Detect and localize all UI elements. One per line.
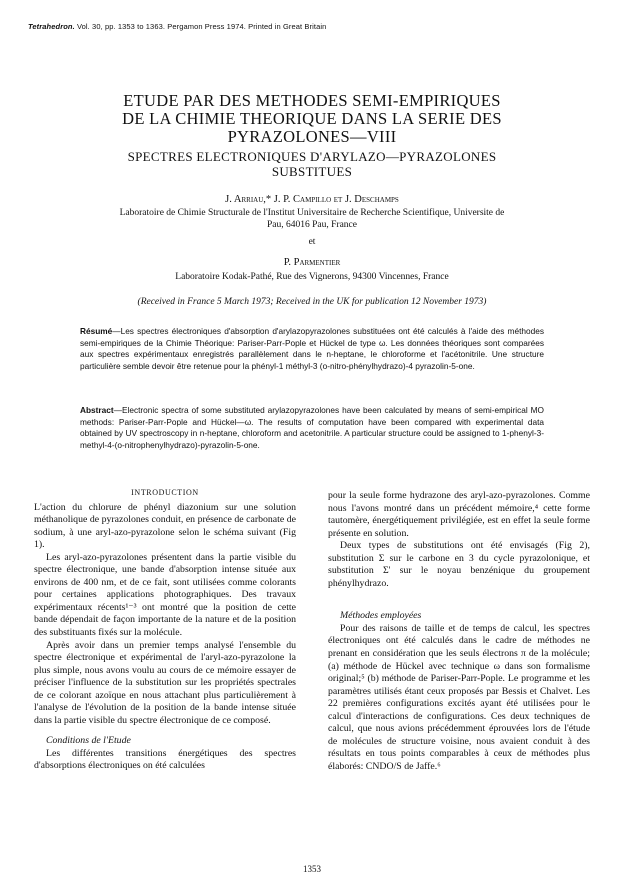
affiliation-primary	[40, 207, 584, 231]
intro-paragraph-1: L'action du chlorure de phényl diazonium sur une solution méthanolique de pyrazolones conduit, en présence de carbonate de sodium, à une aryl-azo-pyrazolone selon le schéma suivant (Fig 1).	[34, 501, 296, 551]
methods-paragraph: Pour des raisons de taille et de temps de calcul, les spectres électroniques ont été calculés dans le cadre de méthodes ne prenant en considération que les seuls électrons π de la molécule; (a) méthode de Hückel avec technique ω dans son formalisme original;⁵ (b) méthode de Pariser-Parr-Pople. Le programme et les paramètres utilisés étant ceux proposés par Bessis et Chalvet. Les 22 premières configurations excités ayant été utilisées pour le calcul d'interactions de configurations. Ces deux techniques de calcul, que nous avions précédemment éprouvées lors de l'étude de molécules de structure voisine, nous avaient conduit à des résultats en tous points comparables à ceux de méthodes plus élaborés: CNDO/S de Jaffe.⁶	[328, 622, 590, 772]
authors-primary: J. Arriau,* J. P. Campillo et J. Deschamps	[225, 194, 399, 205]
resume-label: Résumé	[80, 326, 113, 336]
title-line-1: ETUDE PAR DES METHODES SEMI-EMPIRIQUES	[123, 91, 501, 110]
page-number: 1353	[303, 864, 321, 874]
affiliation-primary-line-1: Laboratoire de Chimie Structurale de l'Institut Universitaire de Recherche Scientifique, Universite de	[119, 208, 505, 218]
subtitle-line-2: SUBSTITUES	[271, 164, 353, 179]
resume-text: —Les spectres électroniques d'absorption d'arylazopyrazolones substituées ont été calculés à l'aide des méthodes semi-empiriques de la Chimie Théorique: Pariser-Parr-Pople et Hückel de type ω. Les données théoriques sont comparées aux spectres expérimentaux enregistrés parallèlement dans le n-heptane, le chloroforme et l'acétonitrile. Une structure particulière semble devoir être retenue pour la phényl-1 méthyl-3 (o-nitro-phénylhydrazo)-4 pyrazolin-5-one.	[80, 326, 544, 371]
abstract-label: Abstract	[80, 405, 114, 415]
abstract-text: —Electronic spectra of some substituted arylazopyrazolones have been calculated by means of semi-empirical MO methods: Pariser-Parr-Pople and Hückel—ω. The results of computation have been compared with experimental data obtained by UV spectroscopy in n-heptane, chloroform and acetonitrile. A particular structure could be assigned to 1-phenyl-3-methyl-4-(o-nitrophenylhydrazo)-pyrazolin-5-one.	[80, 405, 544, 450]
abstract-block	[80, 405, 544, 451]
title-line-2: DE LA CHIMIE THEORIQUE DANS LA SERIE DES	[122, 109, 502, 128]
affiliation-primary-line-2: Pau, 64016 Pau, France	[267, 220, 357, 230]
received-dates: (Received in France 5 March 1973; Received in the UK for publication 12 November 1973)	[137, 297, 487, 307]
paper-subtitle	[60, 149, 564, 179]
right-paragraph-2: Deux types de substitutions ont été envisagés (Fig 2), substitution Σ sur le carbone en 3 du cycle pyrazolonique, et substitution Σ' sur le noyau benzénique du groupement phénylhydrazo.	[328, 540, 590, 589]
right-column	[328, 490, 590, 773]
authors-secondary: P. Parmentier	[283, 257, 341, 268]
introduction-heading: INTRODUCTION	[131, 488, 199, 497]
conditions-paragraph: Les différentes transitions énergétiques des spectres d'absorptions électroniques on été calculées	[34, 747, 296, 772]
left-column	[34, 487, 296, 773]
paper-title	[60, 92, 564, 146]
right-paragraph-1: pour la seule forme hydrazone des aryl-azo-pyrazolones. Comme nous l'avons montré dans un précédent mémoire,⁴ cette forme tautomère, énergétiquement privilégiée, est en effet la seule forme présente en solution.	[328, 490, 590, 539]
intro-paragraph-3: Après avoir dans un premier temps analysé l'ensemble du spectre électronique et expérimental de l'aryl-azo-pyrazolone la plus simple, nous avons voulu au cours de ce mémoire essayer de préciser l'influence de la substitution sur les propriétés spectrales de ce colorant azoïque en nous attachant plus particulièrement à l'analyse de l'évolution de la position de la bande intense située dans la partie visible du spectre électronique de ce composé.	[34, 639, 296, 726]
subtitle-line-1: SPECTRES ELECTRONIQUES D'ARYLAZO—PYRAZOLONES	[127, 149, 497, 164]
journal-name: Tetrahedron.	[28, 22, 75, 31]
methods-heading: Méthodes employées	[340, 610, 422, 622]
conjunction-et: et	[308, 237, 316, 247]
affiliation-secondary: Laboratoire Kodak-Pathé, Rue des Vignerons, 94300 Vincennes, France	[175, 272, 449, 282]
resume-block	[80, 326, 544, 372]
title-line-3: PYRAZOLONES—VIII	[227, 127, 397, 146]
journal-header	[28, 22, 588, 31]
journal-details: Vol. 30, pp. 1353 to 1363. Pergamon Press 1974. Printed in Great Britain	[76, 22, 327, 31]
conditions-heading: Conditions de l'Etude	[46, 735, 131, 747]
intro-paragraph-2: Les aryl-azo-pyrazolones présentent dans la partie visible du spectre électronique, une bande d'absorption intense située aux environs de 400 nm, et de ce fait, sont utilisées comme colorants pour certaines applications photographiques. Des travaux expérimentaux récents¹⁻³ ont montré que la position de cette bande dépendait de façon importante de la nature et de la position des substituants fixés sur la molécule.	[34, 551, 296, 639]
